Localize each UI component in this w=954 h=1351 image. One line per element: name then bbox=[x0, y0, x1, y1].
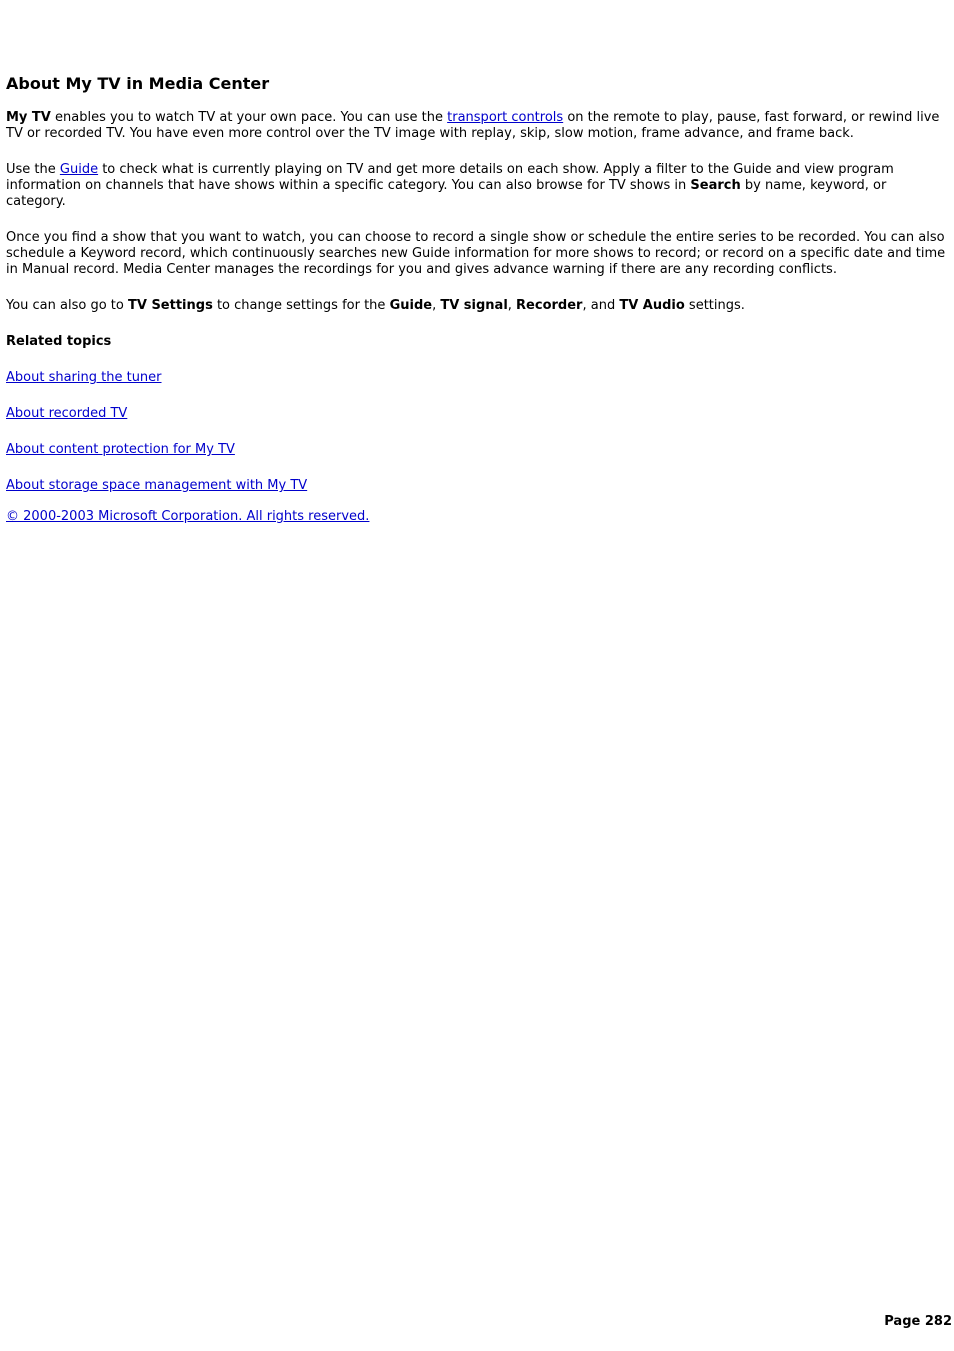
paragraph-guide: Use the Guide to check what is currently playing on TV and get more details on each show. Apply a filter to the Guide and view program information on channels that have shows within a specific category. You can also browse for TV shows in Search by name, keyword, or category. bbox=[6, 162, 894, 209]
related-link-item bbox=[6, 406, 946, 422]
page-number: Page 282 bbox=[884, 1314, 952, 1329]
tv-settings-term: TV Settings bbox=[127, 298, 213, 313]
copyright-line bbox=[6, 509, 946, 525]
tv-signal-term: TV signal bbox=[440, 298, 508, 313]
guide-link[interactable]: Guide bbox=[59, 162, 99, 177]
content-protection-link[interactable]: About content protection for My TV bbox=[6, 442, 235, 457]
search-term: Search bbox=[690, 178, 741, 193]
paragraph-record: Once you find a show that you want to watch, you can choose to record a single show or schedule the entire series to be recorded. You can also schedule a Keyword record, which continuously searches new Guide information for more shows to record; or record on a specific date and time in Manual record. Media Center manages the recordings for you and gives advance warning if there are any recording conflicts. bbox=[6, 230, 946, 277]
paragraph-intro: My TV enables you to watch TV at your own pace. You can use the transport controls on the remote to play, pause, fast forward, or rewind live TV or recorded TV. You have even more control over the TV image with replay, skip, slow motion, frame advance, and frame back. bbox=[6, 110, 940, 141]
related-link-item bbox=[6, 442, 946, 458]
related-link-item bbox=[6, 370, 946, 386]
copyright-link[interactable]: © 2000-2003 Microsoft Corporation. All rights reserved. bbox=[6, 509, 370, 524]
transport-controls-link[interactable]: transport controls bbox=[447, 110, 564, 125]
sharing-tuner-link[interactable]: About sharing the tuner bbox=[6, 370, 162, 385]
related-topics-heading: Related topics bbox=[6, 334, 112, 349]
recorded-tv-link[interactable]: About recorded TV bbox=[6, 406, 128, 421]
document-body bbox=[6, 74, 946, 525]
paragraph-settings: You can also go to TV Settings to change settings for the Guide, TV signal, Recorder, and TV Audio settings. bbox=[6, 298, 745, 313]
page-title: About My TV in Media Center bbox=[6, 74, 270, 93]
related-link-item bbox=[6, 478, 946, 494]
tv-audio-term: TV Audio bbox=[619, 298, 685, 313]
storage-space-link[interactable]: About storage space management with My TV bbox=[6, 478, 308, 493]
guide-term: Guide bbox=[389, 298, 433, 313]
my-tv-term: My TV bbox=[6, 110, 51, 125]
recorder-term: Recorder bbox=[516, 298, 583, 313]
